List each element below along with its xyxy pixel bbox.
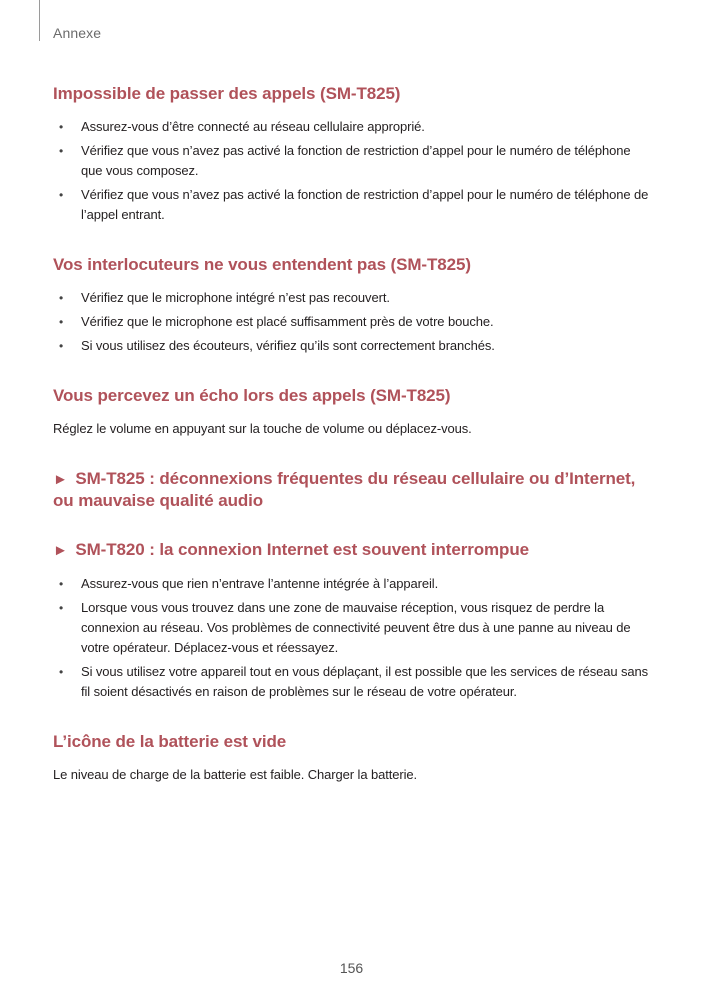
margin-rule — [39, 0, 40, 41]
bullet-icon: • — [59, 120, 64, 134]
list-item: • Assurez-vous que rien n’entrave l’antenne intégrée à l’appareil. — [53, 574, 653, 594]
main-content — [53, 83, 653, 814]
section-not-heard — [53, 254, 653, 356]
section-cannot-call — [53, 83, 653, 225]
paragraph: Le niveau de charge de la batterie est faible. Charger la batterie. — [53, 767, 418, 782]
list-item: • Si vous utilisez votre appareil tout en vous déplaçant, il est possible que les services de réseau sans fil soient désactivés en raison de problèmes sur le réseau de votre opérateur. — [59, 664, 649, 699]
section-label: Annexe — [53, 25, 102, 41]
arrow-icon: ► — [53, 542, 68, 559]
section-heading: Vos interlocuteurs ne vous entendent pas (SM-T825) — [53, 255, 471, 274]
bullet-icon: • — [59, 315, 64, 329]
section-sm-t825-disconnections — [53, 468, 653, 511]
list-item: • Vérifiez que le microphone est placé suffisamment près de votre bouche. — [53, 312, 653, 332]
section-battery-empty — [53, 731, 653, 785]
section-sm-t820-internet — [53, 539, 653, 702]
bullet-icon: • — [59, 577, 64, 591]
section-heading: ► SM-T825 : déconnexions fréquentes du réseau cellulaire ou d’Internet, ou mauvaise qualité audio — [53, 469, 636, 510]
bullet-icon: • — [59, 188, 64, 202]
list-item: • Assurez-vous d’être connecté au réseau cellulaire approprié. — [53, 117, 653, 137]
section-heading: Impossible de passer des appels (SM-T825) — [53, 84, 401, 103]
section-echo — [53, 385, 653, 439]
bullet-icon: • — [59, 291, 64, 305]
bullet-list — [53, 117, 653, 225]
bullet-icon: • — [59, 665, 64, 679]
section-heading: L’icône de la batterie est vide — [53, 732, 287, 751]
section-heading: Vous percevez un écho lors des appels (SM-T825) — [53, 386, 451, 405]
arrow-icon: ► — [53, 471, 68, 488]
bullet-icon: • — [59, 144, 64, 158]
list-item: • Lorsque vous vous trouvez dans une zone de mauvaise réception, vous risquez de perdre la connexion au réseau. Vos problèmes de connectivité peuvent être dus à une panne au niveau de votre opérateur. Déplacez-vous et réessayez. — [59, 600, 631, 655]
page-number: 156 — [339, 960, 364, 976]
bullet-list — [53, 288, 653, 356]
bullet-icon: • — [59, 601, 64, 615]
bullet-icon: • — [59, 339, 64, 353]
list-item: • Vérifiez que vous n’avez pas activé la fonction de restriction d’appel pour le numéro de téléphone que vous composez. — [59, 143, 631, 178]
section-heading: ► SM-T820 : la connexion Internet est souvent interrompue — [53, 540, 529, 559]
list-item: • Vérifiez que le microphone intégré n’est pas recouvert. — [53, 288, 653, 308]
paragraph: Réglez le volume en appuyant sur la touche de volume ou déplacez-vous. — [53, 421, 472, 436]
list-item: • Si vous utilisez des écouteurs, vérifiez qu’ils sont correctement branchés. — [53, 336, 653, 356]
list-item: • Vérifiez que vous n’avez pas activé la fonction de restriction d’appel pour le numéro de téléphone de l’appel entrant. — [59, 187, 649, 222]
bullet-list — [53, 574, 653, 702]
